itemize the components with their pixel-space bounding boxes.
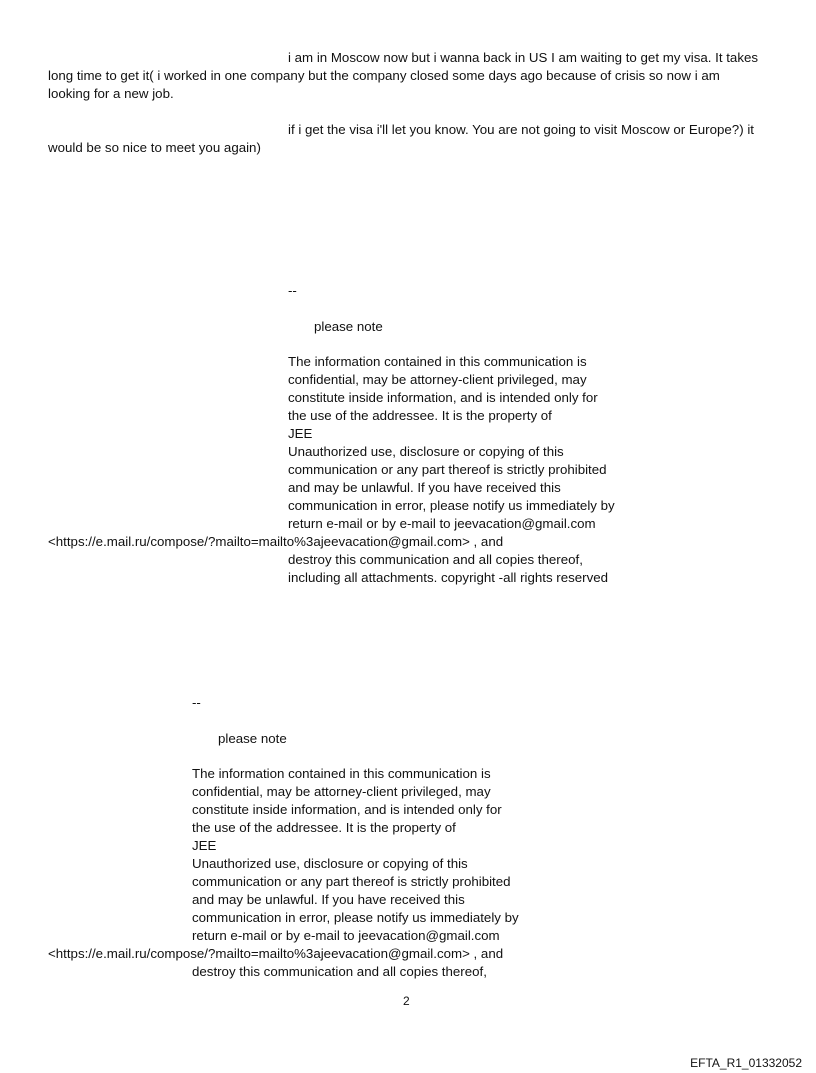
disclaimer-line: The information contained in this communication is (288, 354, 587, 369)
disclaimer-line: Unauthorized use, disclosure or copying of this (288, 444, 564, 459)
disclaimer-line: communication or any part thereof is strictly prohibited (192, 874, 511, 889)
message-line: long time to get it( i worked in one company but the company closed some days ago because of crisis so now i am (48, 68, 720, 83)
disclaimer-link-line[interactable]: <https://e.mail.ru/compose/?mailto=mailto%3ajeevacation@gmail.com> , and (48, 946, 504, 961)
disclaimer-line: confidential, may be attorney-client privileged, may (192, 784, 491, 799)
disclaimer-line: constitute inside information, and is intended only for (288, 390, 598, 405)
disclaimer-line: communication in error, please notify us immediately by (288, 498, 615, 513)
disclaimer-link-line[interactable]: <https://e.mail.ru/compose/?mailto=mailto%3ajeevacation@gmail.com> , and (48, 534, 504, 549)
disclaimer-line: the use of the addressee. It is the property of (288, 408, 552, 423)
disclaimer-line: confidential, may be attorney-client privileged, may (288, 372, 587, 387)
disclaimer-line: return e-mail or by e-mail to jeevacation@gmail.com (192, 928, 500, 943)
disclaimer-line: Unauthorized use, disclosure or copying of this (192, 856, 468, 871)
disclaimer-line: communication or any part thereof is strictly prohibited (288, 462, 607, 477)
disclaimer-line: and may be unlawful. If you have received this (192, 892, 465, 907)
disclaimer-line: The information contained in this communication is (192, 766, 491, 781)
disclaimer-line: return e-mail or by e-mail to jeevacation@gmail.com (288, 516, 596, 531)
disclaimer-line: including all attachments. copyright -all rights reserved (288, 570, 609, 585)
disclaimer-line: JEE (288, 426, 313, 441)
disclaimer-line: the use of the addressee. It is the property of (192, 820, 456, 835)
message-line: looking for a new job. (48, 86, 174, 101)
message-line: would be so nice to meet you again) (48, 140, 261, 155)
signature-separator: -- (288, 283, 297, 298)
signature-separator: -- (192, 695, 201, 710)
disclaimer-line: communication in error, please notify us immediately by (192, 910, 519, 925)
document-id: EFTA_R1_01332052 (690, 1056, 802, 1070)
signature-note-heading: please note (314, 319, 383, 334)
disclaimer-line: and may be unlawful. If you have received this (288, 480, 561, 495)
signature-note-heading: please note (218, 731, 287, 746)
disclaimer-line: destroy this communication and all copies thereof, (288, 552, 583, 567)
disclaimer-line: constitute inside information, and is intended only for (192, 802, 502, 817)
page-number: 2 (403, 994, 410, 1008)
disclaimer-line: JEE (192, 838, 217, 853)
message-line: i am in Moscow now but i wanna back in US I am waiting to get my visa. It takes (288, 50, 759, 65)
disclaimer-line: destroy this communication and all copies thereof, (192, 964, 487, 979)
message-line: if i get the visa i'll let you know. You are not going to visit Moscow or Europe?) it (288, 122, 754, 137)
